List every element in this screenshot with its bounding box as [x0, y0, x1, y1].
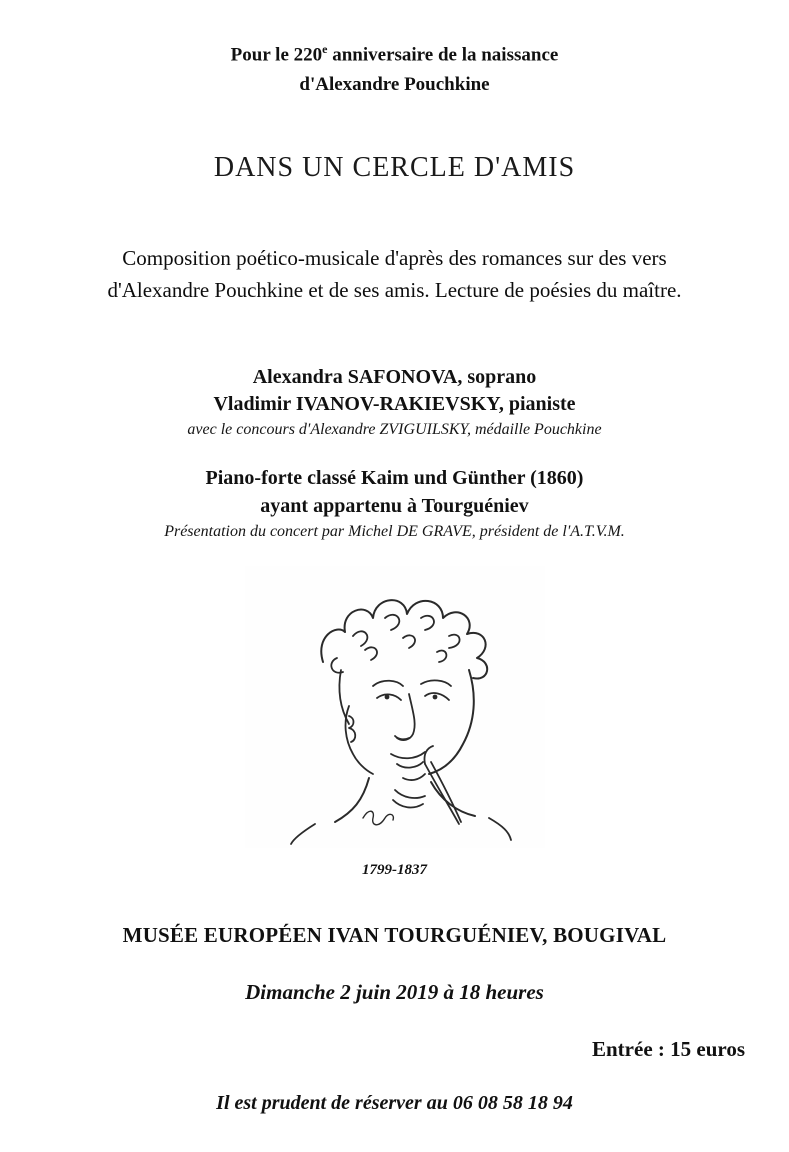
performer-soprano: Alexandra SAFONOVA, soprano — [252, 366, 537, 389]
portrait-caption-years: 1799-1837 — [362, 862, 427, 879]
performers-block — [40, 364, 749, 442]
performer-concours: avec le concours d'Alexandre ZVIGUILSKY, médaille Pouchkine — [187, 421, 602, 439]
description-line1: Composition poético-musicale d'après des romances sur des vers — [122, 246, 667, 271]
anniversary-intro-line1: Pour le 220e anniversaire de la naissance — [230, 42, 559, 66]
piano-line2: ayant appartenu à Tourguéniev — [260, 495, 529, 518]
piano-line1: Piano-forte classé Kaim und Günther (1860) — [205, 467, 584, 490]
piano-block — [40, 464, 749, 544]
anniversary-intro-line2: d'Alexandre Pouchkine — [299, 74, 490, 96]
performer-pianist: Vladimir IVANOV-RAKIEVSKY, pianiste — [213, 393, 576, 416]
anniversary-intro — [40, 34, 749, 100]
pushkin-sketch-drawing — [245, 566, 545, 848]
reservation-line: Il est prudent de réserver au 06 08 58 18 94 — [216, 1092, 573, 1115]
price-line: Entrée : 15 euros — [592, 1037, 745, 1062]
venue-line: MUSÉE EUROPÉEN IVAN TOURGUÉNIEV, BOUGIVAL — [122, 923, 667, 948]
date-time-line: Dimanche 2 juin 2019 à 18 heures — [245, 980, 544, 1005]
concert-description — [40, 242, 749, 306]
presentation-line: Présentation du concert par Michel DE GRAVE, président de l'A.T.V.M. — [164, 523, 625, 541]
concert-title: DANS UN CERCLE D'AMIS — [213, 152, 576, 184]
description-line2: d'Alexandre Pouchkine et de ses amis. Lecture de poésies du maître. — [107, 278, 682, 303]
superscript-e: e — [322, 42, 328, 56]
pushkin-portrait-sketch — [245, 566, 545, 848]
